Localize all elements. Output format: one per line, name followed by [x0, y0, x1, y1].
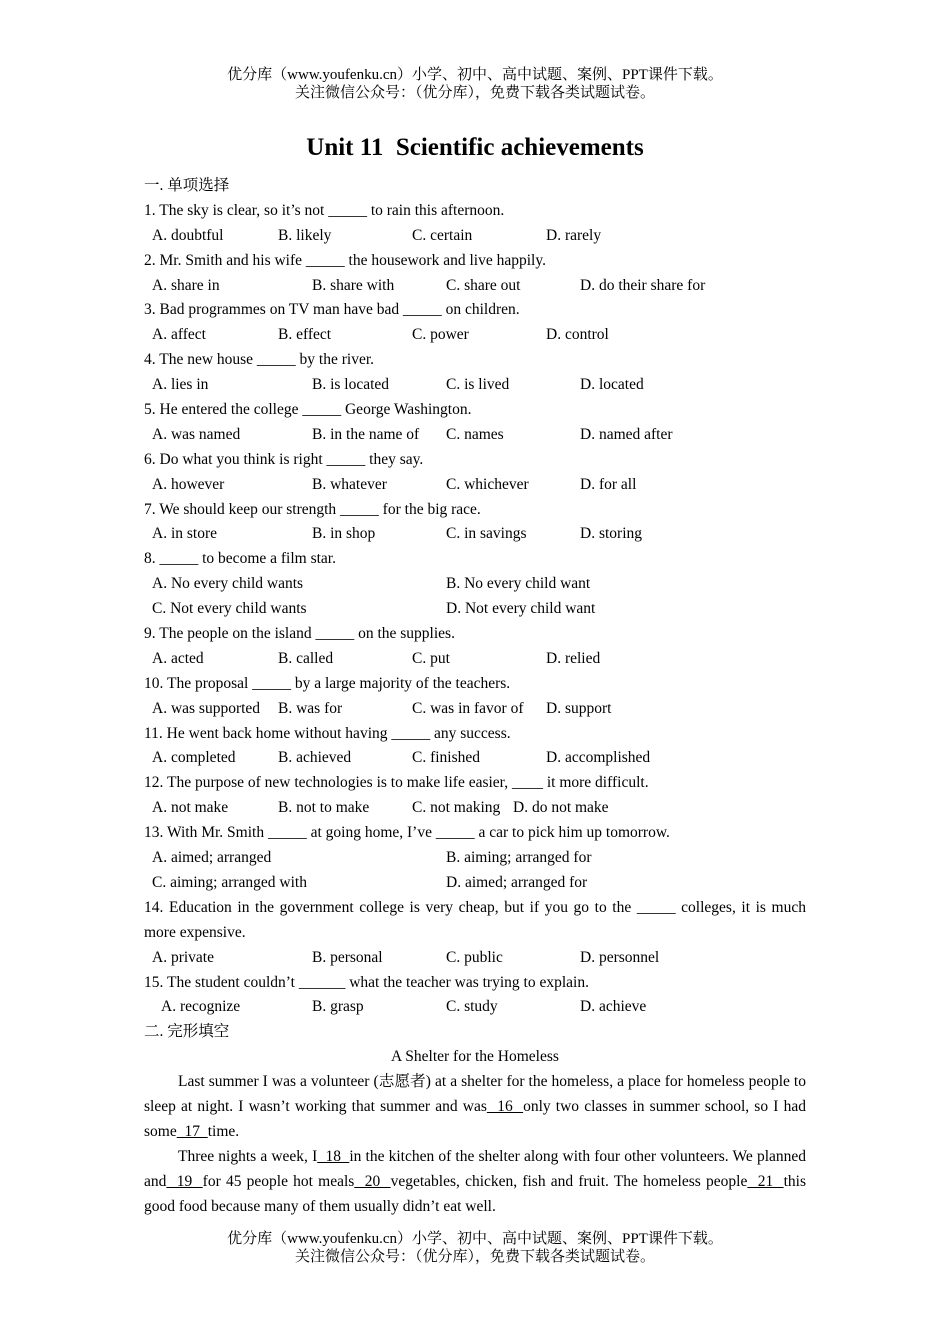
question-options	[144, 796, 806, 821]
option-d: D. relied	[546, 649, 601, 667]
question-options	[144, 746, 806, 771]
question-stem: 1. The sky is clear, so it’s not _____ to rain this afternoon.	[144, 201, 505, 219]
option-a: A. affect	[152, 326, 206, 344]
question-stem: 11. He went back home without having _____ any success.	[144, 724, 511, 742]
option-b: B. aiming; arranged for	[446, 849, 592, 867]
question-options	[144, 647, 806, 672]
question-options	[144, 423, 806, 448]
option-d: D. personnel	[580, 948, 660, 966]
option-b: B. called	[278, 649, 334, 667]
option-a: A. No every child wants	[152, 575, 304, 593]
option-a: A. private	[152, 948, 214, 966]
header-line-2: 关注微信公众号：（优分库），免费下载各类试题试卷。	[294, 85, 655, 101]
option-b: B. in the name of	[312, 425, 420, 443]
question-options	[144, 995, 806, 1020]
question-stem: 6. Do what you think is right _____ they say.	[144, 450, 424, 468]
worksheet-body	[144, 174, 806, 1220]
option-a: A. doubtful	[152, 226, 224, 244]
option-d: D. do not make	[513, 799, 609, 817]
option-c: C. aiming; arranged with	[152, 873, 307, 891]
option-d: D. Not every child want	[446, 600, 596, 618]
option-c: C. finished	[412, 749, 481, 767]
blank-16: 16	[486, 1098, 524, 1115]
footer-line-2: 关注微信公众号：（优分库），免费下载各类试题试卷。	[294, 1249, 655, 1265]
option-b: B. grasp	[312, 998, 364, 1016]
option-d: D. rarely	[546, 226, 602, 244]
question-options	[144, 846, 806, 871]
question-stem: 12. The purpose of new technologies is to make life easier, ____ it more difficult.	[144, 774, 649, 792]
passage-text: time.	[207, 1122, 240, 1140]
option-a: A. not make	[152, 799, 229, 817]
question-options	[144, 597, 806, 622]
blank-20: 20	[354, 1172, 391, 1190]
passage-text: in the kitchen of the shelter along with four other volunteers. We planned and	[144, 1147, 807, 1190]
option-d: D. accomplished	[546, 749, 651, 767]
option-d: D. located	[580, 376, 644, 394]
passage-title: A Shelter for the Homeless	[391, 1048, 559, 1066]
option-a: A. lies in	[152, 376, 209, 394]
option-b: B. not to make	[278, 799, 370, 817]
question-stem: 7. We should keep our strength _____ for the big race.	[144, 500, 481, 518]
option-d: D. named after	[580, 425, 673, 443]
option-c: C. whichever	[446, 475, 529, 493]
option-c: C. study	[446, 998, 498, 1016]
option-c: C. was in favor of	[412, 699, 524, 717]
question-stem: 13. With Mr. Smith _____ at going home, I’ve _____ a car to pick him up tomorrow.	[144, 824, 670, 842]
option-c: C. share out	[446, 276, 521, 294]
option-c: C. certain	[412, 226, 473, 244]
question-options	[144, 323, 806, 348]
passage-text: Three nights a week, I	[178, 1147, 318, 1165]
passage-text: Last summer I was a volunteer (志愿者) at a shelter for the homeless, a place for homeless people to sleep at night. I wasn’t working that summer and was	[144, 1073, 806, 1115]
option-d: D. do their share for	[580, 276, 706, 294]
option-c: C. power	[412, 326, 469, 344]
question-stem: 5. He entered the college _____ George Washington.	[144, 401, 472, 419]
option-b: B. likely	[278, 226, 332, 244]
question-options	[144, 274, 806, 299]
option-a: A. was named	[152, 425, 241, 443]
passage-paragraph-2	[144, 1145, 806, 1220]
option-b: B. in shop	[312, 525, 376, 543]
option-c: C. not making	[412, 799, 501, 817]
page-footer	[0, 1230, 950, 1266]
option-a: A. completed	[152, 749, 236, 767]
option-c: C. put	[412, 649, 450, 667]
footer-line-1: 优分库（www.youfenku.cn）小学、初中、高中试题、案例、PPT课件下载。	[227, 1231, 723, 1247]
option-d: D. achieve	[580, 998, 647, 1016]
passage-text: only two classes in summer school, so I had some	[144, 1098, 806, 1140]
question-stem: 14. Education in the government college is very cheap, but if you go to the _____ colleges, it is much more expensive.	[144, 898, 806, 941]
option-c: C. names	[446, 425, 504, 443]
option-a: A. however	[152, 475, 225, 493]
option-d: D. support	[546, 699, 612, 717]
option-c: C. in savings	[446, 525, 527, 543]
option-b: B. personal	[312, 948, 383, 966]
option-a: A. acted	[152, 649, 204, 667]
page-title: Unit 11 Scientific achievements	[306, 134, 644, 161]
blank-17: 17	[176, 1122, 208, 1140]
option-d: D. aimed; arranged for	[446, 873, 588, 891]
question-stem: 2. Mr. Smith and his wife _____ the housework and live happily.	[144, 251, 546, 269]
option-c: C. is lived	[446, 376, 510, 394]
blank-21: 21	[747, 1172, 784, 1190]
question-stem: 4. The new house _____ by the river.	[144, 351, 375, 369]
option-b: B. No every child want	[446, 575, 591, 593]
option-a: A. recognize	[161, 998, 241, 1016]
page-header	[0, 66, 950, 102]
header-line-1: 优分库（www.youfenku.cn）小学、初中、高中试题、案例、PPT课件下载。	[227, 67, 723, 83]
question-stem: 10. The proposal _____ by a large majority of the teachers.	[144, 674, 511, 692]
option-d: D. storing	[580, 525, 642, 543]
option-b: B. effect	[278, 326, 332, 344]
question-stem: 15. The student couldn’t ______ what the teacher was trying to explain.	[144, 973, 589, 991]
passage-text: vegetables, chicken, fish and fruit. The homeless people	[390, 1172, 748, 1190]
option-a: A. was supported	[152, 699, 261, 717]
option-c: C. public	[446, 948, 503, 966]
question-options	[144, 473, 806, 498]
option-a: A. aimed; arranged	[152, 849, 272, 867]
option-d: D. for all	[580, 475, 637, 493]
option-d: D. control	[546, 326, 609, 344]
question-options	[144, 522, 806, 547]
passage-paragraph-1	[144, 1070, 806, 1145]
blank-18: 18	[317, 1147, 350, 1165]
option-b: B. share with	[312, 276, 395, 294]
passage-text: for 45 people hot meals	[202, 1172, 355, 1190]
option-b: B. is located	[312, 376, 390, 394]
section-heading-single-choice: 一. 单项选择	[144, 177, 230, 194]
option-c: C. Not every child wants	[152, 600, 307, 618]
option-a: A. share in	[152, 276, 220, 294]
question-options	[144, 946, 806, 971]
option-b: B. whatever	[312, 475, 387, 493]
question-stem: 3. Bad programmes on TV man have bad _____ on children.	[144, 301, 520, 319]
question-options	[144, 224, 806, 249]
question-options	[144, 373, 806, 398]
blank-19: 19	[166, 1172, 203, 1190]
option-b: B. was for	[278, 699, 343, 717]
question-stem: 8. _____ to become a film star.	[144, 550, 336, 568]
question-stem: 9. The people on the island _____ on the supplies.	[144, 625, 455, 643]
section-heading-cloze: 二. 完形填空	[144, 1023, 230, 1041]
option-a: A. in store	[152, 525, 218, 543]
question-options	[144, 871, 806, 896]
option-b: B. achieved	[278, 749, 352, 767]
passage-text: this good food because many of them usually didn’t eat well.	[144, 1172, 807, 1215]
question-options	[144, 697, 806, 722]
question-options	[144, 572, 806, 597]
